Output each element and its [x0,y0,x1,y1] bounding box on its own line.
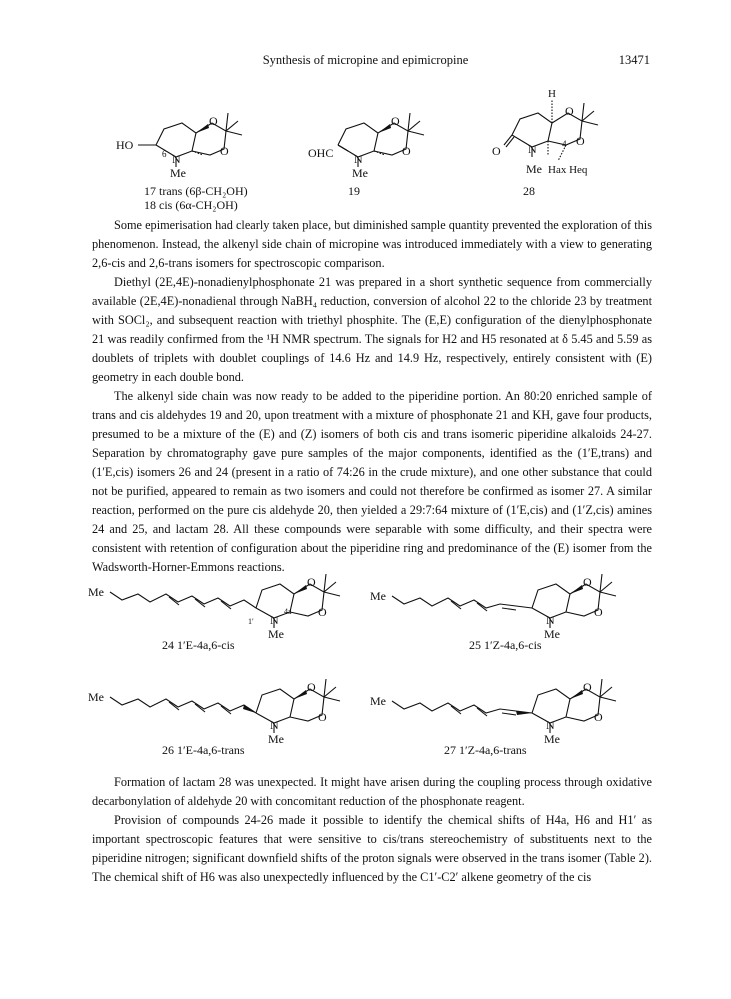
svg-text:O: O [583,680,592,694]
label-position-4a: 4a [284,607,292,616]
svg-text:O: O [594,710,603,724]
label-position-1prime: 1′ [248,617,254,626]
paragraph: The alkenyl side chain was now ready to be added to the piperidine portion. An 80:20 enriched sample of trans and cis aldehydes 19 and 20, upon treatment with a mixture of phosphonate 21 and KH, gave four products, presumed to be a mixture of the (E) and (Z) isomers of both cis and trans isomeric piperidine alkaloids 24-27. Separation by chromatography gave pure samples of the major components, identified as the (1′E,trans) and (1′E,cis) isomers 26 and 24 (present in a ratio of 74:26 in the crude mixture), and one other substance that could not be purified, appeared to remain as two isomers and could not therefore be confirmed as isomer 27. A similar reaction, performed on the pure cis aldehyde 20, then yielded a 29:7:64 mixture of (1′E,cis) and (1′Z,cis) amines 24 and 25, and lactam 28. All these compounds were separable with some difficulty, and their spectra were consistent with retention of configuration about the piperidine ring and predominance of the (E) isomer from the Wadsworth-Horner-Emmons reactions. [92,389,652,574]
paragraph: Formation of lactam 28 was unexpected. It might have arisen during the coupling process through oxidative decarbonylation of aldehyde 20 with concomitant reduction of the phosphonate reagent. [92,775,652,808]
svg-text:O: O [583,575,592,589]
structure-17 [108,93,258,188]
label-me: Me [170,166,186,180]
page-number: 13471 [618,53,650,67]
structure-24 [88,560,358,650]
label-me: Me [526,162,542,176]
label-n: N [172,152,181,166]
body-text-1 [92,216,652,577]
svg-text:O: O [318,710,327,724]
svg-text:O: O [391,114,400,128]
label-n: N [546,613,555,627]
label-ohc: OHC [308,146,334,160]
svg-text:O: O [576,134,585,148]
label-me-chain: Me [370,589,386,603]
label-me-chain: Me [88,690,104,704]
label-ho: HO [116,138,134,152]
caption-28: 28 [523,184,535,198]
structure-27 [370,665,640,755]
label-n: N [354,152,363,166]
structure-28 [478,75,628,187]
caption-26: 26 1′E-4a,6-trans [162,743,245,757]
label-n: N [528,142,537,156]
caption-25: 25 1′Z-4a,6-cis [469,638,542,652]
structure-25 [370,560,640,650]
label-n: N [270,718,279,732]
svg-text:O: O [565,104,574,118]
svg-text:O: O [318,605,327,619]
paragraph: Diethyl (2E,4E)-nonadienylphosphonate 21 was prepared in a short synthetic sequence from commercially available (2E,4E)-nonadienal through NaBH₄ reduction, conversion of alcohol 22 to the chloride 23 by treatment with SOCl₂, and subsequent reaction with triethyl phosphite. The (E,E) configuration of the dienylphosphonate 21 was readily confirmed from the ¹H NMR spectrum. The signals for H2 and H5 resonated at δ 5.45 and 5.59 as doublets of triplets with doublet couplings of 14.6 Hz and 14.9 Hz, respectively, entirely consistent with (E) geometry in each double bond. [92,275,652,384]
label-hax-heq: Hax Heq [548,164,588,176]
label-h-top: H [548,88,556,100]
label-me: Me [544,627,560,641]
label-position-6: 6 [162,149,167,159]
body-text-2 [92,773,652,887]
label-me: Me [268,627,284,641]
caption-17: 17 trans (6β-CH₂OH) [144,184,248,198]
structure-19 [302,93,442,188]
label-n: N [546,718,555,732]
svg-text:O: O [594,605,603,619]
label-n: N [270,613,279,627]
caption-19: 19 [348,184,360,198]
label-me: Me [268,732,284,746]
svg-text:O: O [402,144,411,158]
label-me-chain: Me [88,585,104,599]
label-me: Me [544,732,560,746]
label-me: Me [352,166,368,180]
label-o-carbonyl: O [492,144,501,158]
structure-26 [88,665,358,755]
label-me-chain: Me [370,694,386,708]
caption-18: 18 cis (6α-CH₂OH) [144,198,238,212]
running-title: Synthesis of micropine and epimicropine [262,53,469,67]
paragraph: Provision of compounds 24-26 made it possible to identify the chemical shifts of H4a, H6 and H1′ as important spectroscopic features that were sensitive to cis/trans stereochemistry of substituents next to the piperidine nitrogen; significant downfield shifts of the proton signals were observed in the trans isomer (Table 2). The chemical shift of H6 was also unexpectedly influenced by the C1′-C2′ alkene geometry of the cis [92,813,652,884]
svg-text:O: O [307,680,316,694]
label-position-4: 4 [562,139,567,149]
caption-27: 27 1′Z-4a,6-trans [444,743,527,757]
label-o-bottom: O [220,144,229,158]
paragraph: Some epimerisation had clearly taken place, but diminished sample quantity prevented the exploration of this phenomenon. Instead, the alkenyl side chain of micropine was introduced immediately with a view to generating 2,6-cis and 2,6-trans isomers for spectroscopic comparison. [92,218,652,270]
caption-24: 24 1′E-4a,6-cis [162,638,235,652]
svg-text:O: O [307,575,316,589]
label-o-top: O [209,114,218,128]
